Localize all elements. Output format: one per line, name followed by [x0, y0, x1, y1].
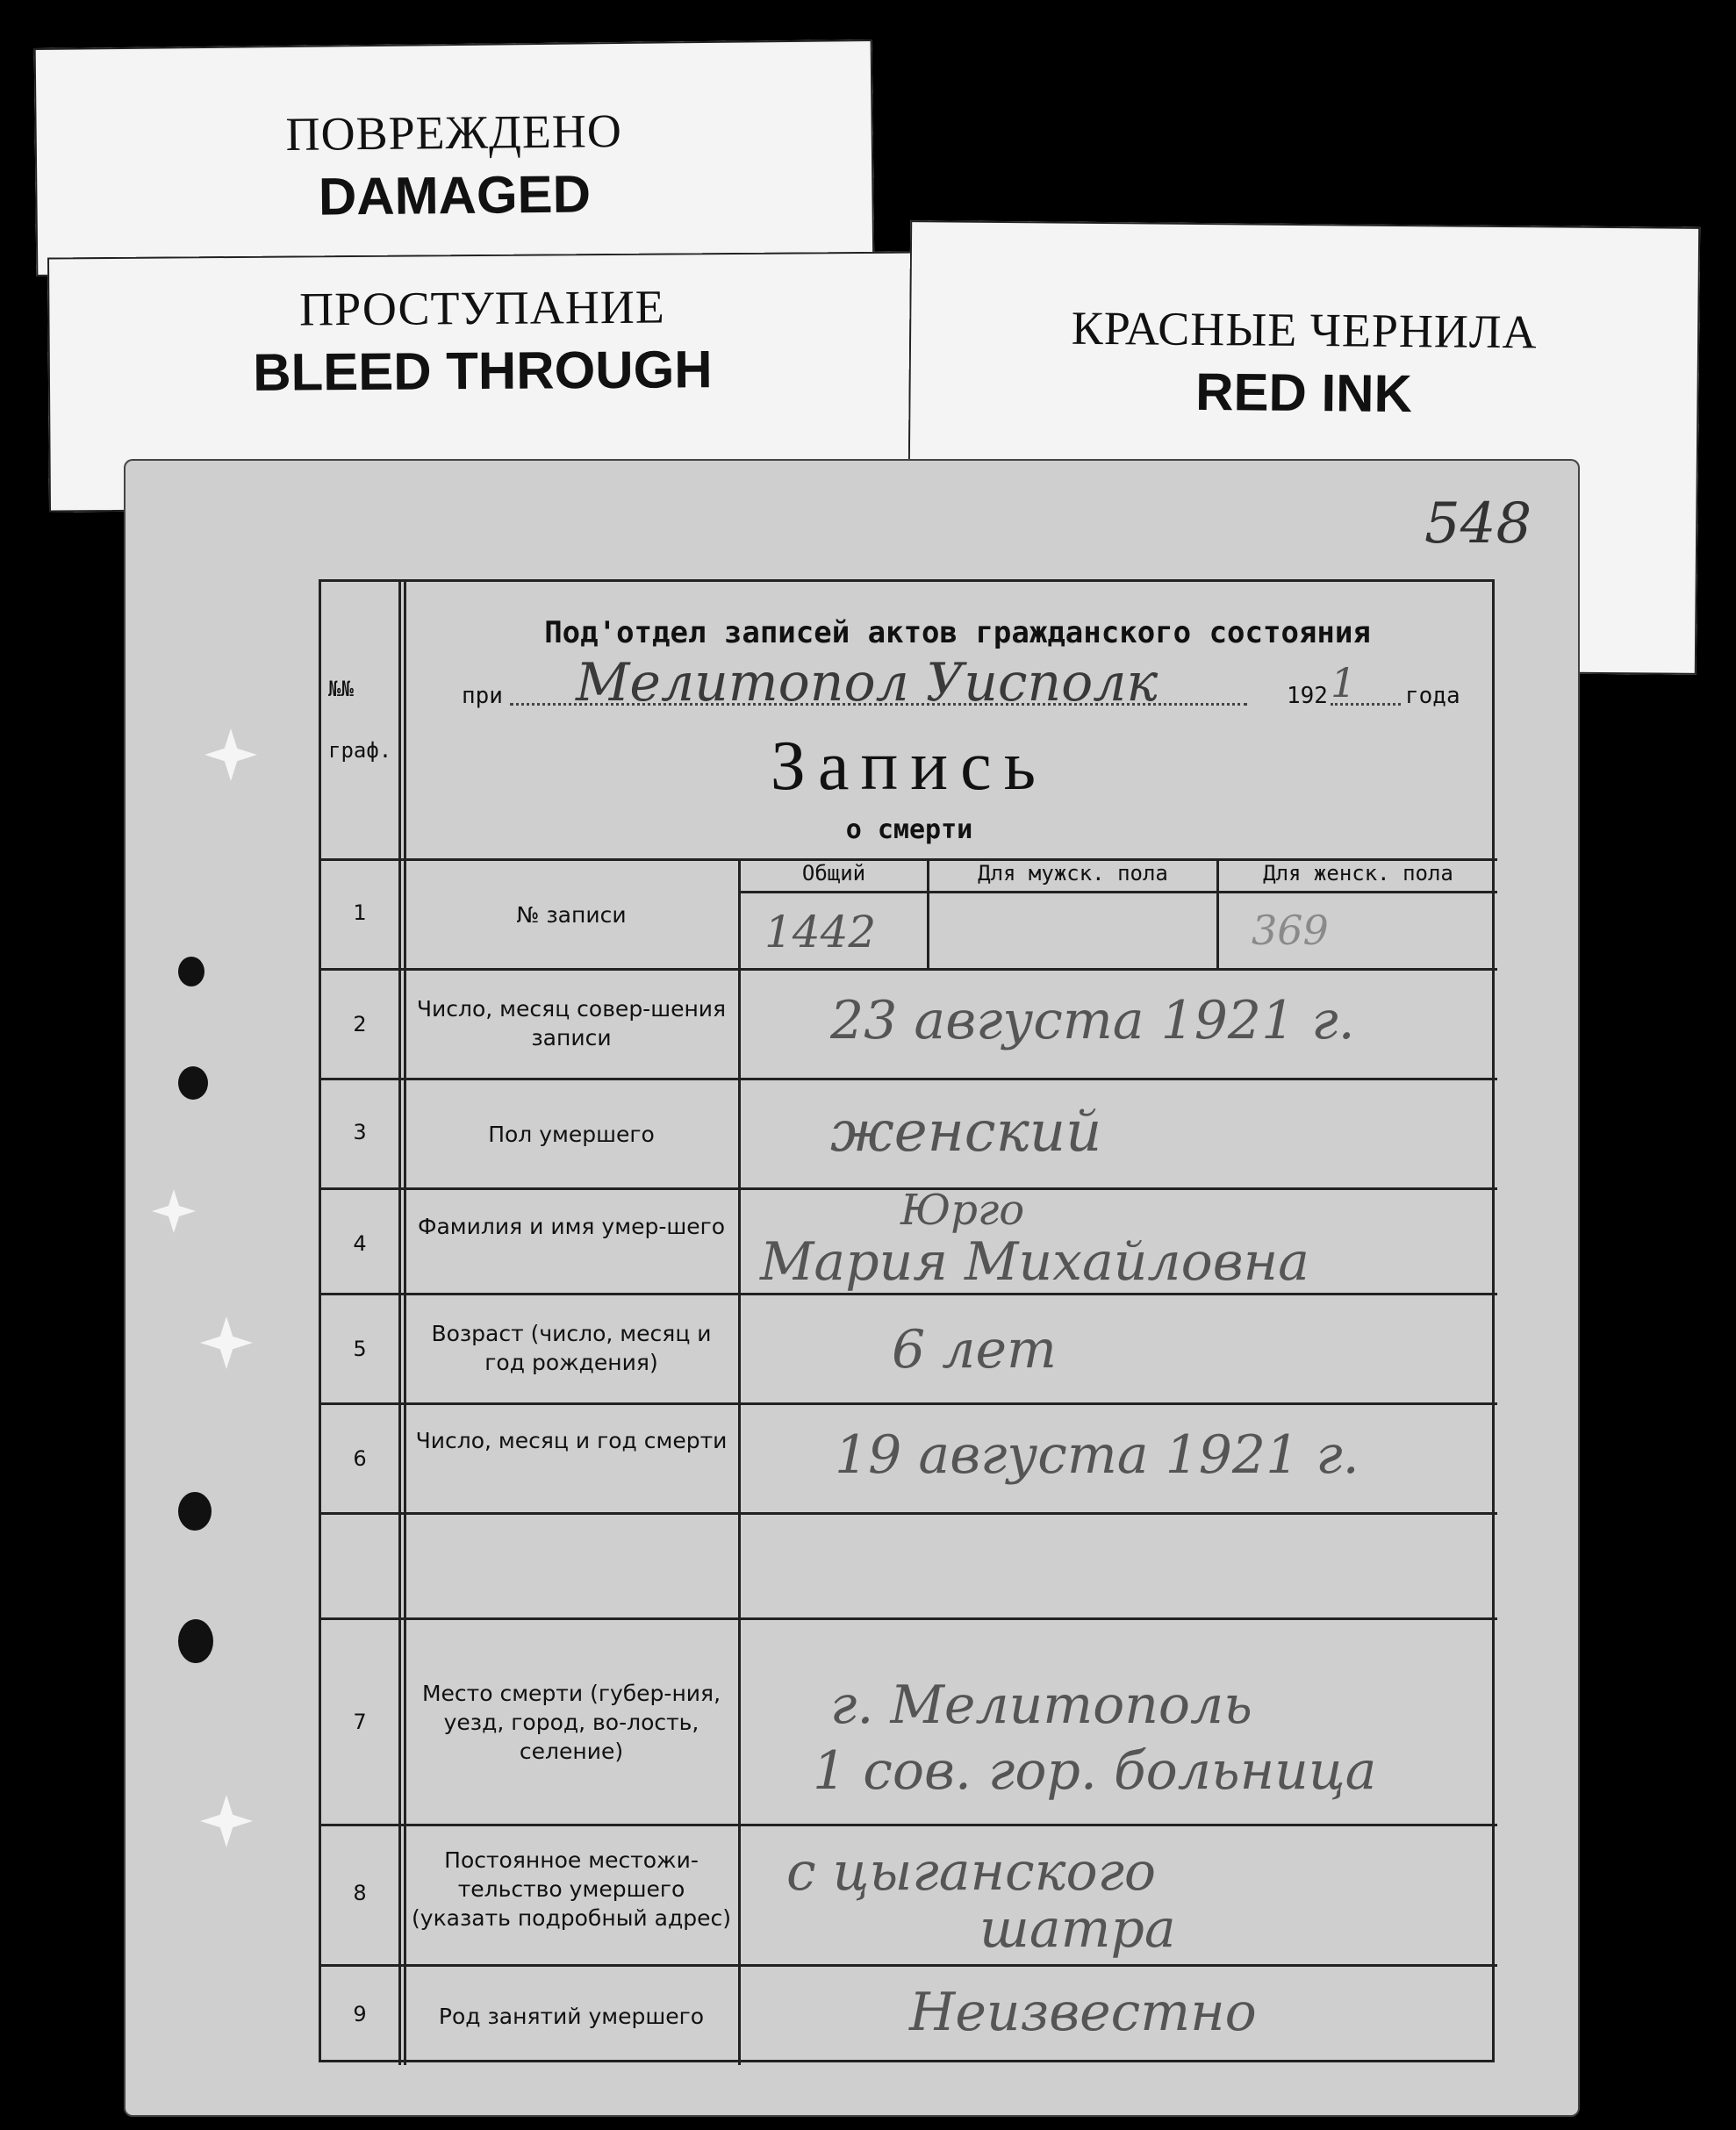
record-date-value: 23 августа 1921 г.	[830, 990, 1355, 1051]
department-heading: Под'отдел записей актов гражданского состояния	[544, 615, 1371, 650]
graph-label: граф.	[328, 738, 392, 763]
damaged-label-en: DAMAGED	[318, 164, 592, 226]
pri-value: Мелитопол Уисполк	[576, 652, 1159, 714]
year-value: 1	[1331, 659, 1357, 706]
field-label-record-date: Число, месяц совер-шения записи	[416, 996, 727, 1051]
bleed-label-en: BLEED THROUGH	[253, 340, 713, 402]
row-number: 5	[353, 1337, 367, 1361]
damaged-label-card	[34, 39, 875, 276]
punch-hole	[178, 1619, 213, 1663]
field-label-death-date: Число, месяц и год смерти	[415, 1428, 728, 1453]
tear-mark	[204, 728, 257, 781]
row-number: 1	[353, 900, 367, 925]
year-suffix: года	[1405, 683, 1460, 709]
row-number: 8	[353, 1881, 367, 1905]
field-label-sex: Пол умершего	[488, 1122, 655, 1147]
row-number: 7	[353, 1710, 367, 1734]
punch-hole	[178, 1492, 212, 1531]
record-number-value: 1442	[764, 907, 877, 957]
residence-value-line2: шатра	[979, 1898, 1176, 1960]
tear-mark	[200, 1795, 253, 1847]
death-place-value: г. Мелитополь	[830, 1675, 1252, 1736]
row-separator	[321, 1512, 1497, 1515]
field-label-death-place: Место смерти (губер-ния, уезд, город, во-лость, селение)	[421, 1681, 721, 1764]
column-header-rule	[741, 891, 1497, 893]
residence-value: с цыганского	[786, 1841, 1157, 1903]
punch-hole	[178, 957, 204, 986]
column-general: Общий	[801, 861, 866, 886]
sex-value: женский	[830, 1100, 1102, 1165]
name-value: Мария Михайловна	[760, 1231, 1309, 1293]
row-separator	[321, 1402, 1497, 1405]
year-prefix: 192	[1287, 683, 1328, 709]
surname-value: Юрго	[900, 1186, 1025, 1235]
red-ink-label-ru: КРАСНЫЕ ЧЕРНИЛА	[1071, 301, 1538, 359]
field-label-record-number: № записи	[516, 902, 627, 928]
female-record-number-value: 369	[1252, 907, 1329, 954]
tear-mark	[152, 1189, 196, 1233]
numbers-label: №№	[328, 677, 354, 701]
age-value: 6 лет	[892, 1319, 1057, 1381]
row-number: 2	[353, 1012, 367, 1036]
year-line	[1331, 703, 1401, 706]
field-label-residence: Постоянное местожи-тельство умершего (указать подробный адрес)	[412, 1847, 731, 1931]
pri-label: при	[462, 683, 503, 709]
death-record-page	[126, 461, 1578, 2115]
row-number: 3	[353, 1120, 367, 1144]
row-separator	[321, 1617, 1497, 1620]
row-number: 6	[353, 1446, 367, 1471]
record-title: Запись	[770, 728, 1049, 805]
column-divider	[398, 582, 401, 2065]
record-form	[319, 579, 1495, 2062]
occupation-value: Неизвестно	[909, 1982, 1257, 2043]
tear-mark	[200, 1316, 253, 1369]
row-number: 9	[353, 2002, 367, 2026]
field-label-name: Фамилия и имя умер-шего	[417, 1214, 726, 1239]
row-separator	[321, 1824, 1497, 1826]
punch-hole	[178, 1066, 208, 1100]
field-label-occupation: Род занятий умершего	[438, 2004, 705, 2029]
damaged-label-ru: ПОВРЕЖДЕНО	[285, 104, 623, 161]
column-divider	[404, 582, 406, 2065]
field-label-age: Возраст (число, месяц и год рождения)	[431, 1321, 712, 1375]
row-separator	[321, 1964, 1497, 1967]
label-value-divider	[738, 858, 741, 2065]
row-separator	[321, 968, 1497, 971]
column-female: Для женск. пола	[1263, 861, 1453, 886]
page-number: 548	[1424, 491, 1532, 556]
red-ink-label-en: RED INK	[1194, 362, 1413, 424]
record-subtitle: о смерти	[845, 814, 973, 845]
death-date-value: 19 августа 1921 г.	[835, 1424, 1359, 1486]
row-separator	[321, 1293, 1497, 1295]
bleed-label-ru: ПРОСТУПАНИЕ	[298, 280, 665, 336]
death-place-value-line2: 1 сов. гор. больница	[813, 1740, 1377, 1802]
row-number: 4	[353, 1231, 367, 1256]
row-separator	[321, 1078, 1497, 1080]
column-male: Для мужск. пола	[978, 861, 1168, 886]
